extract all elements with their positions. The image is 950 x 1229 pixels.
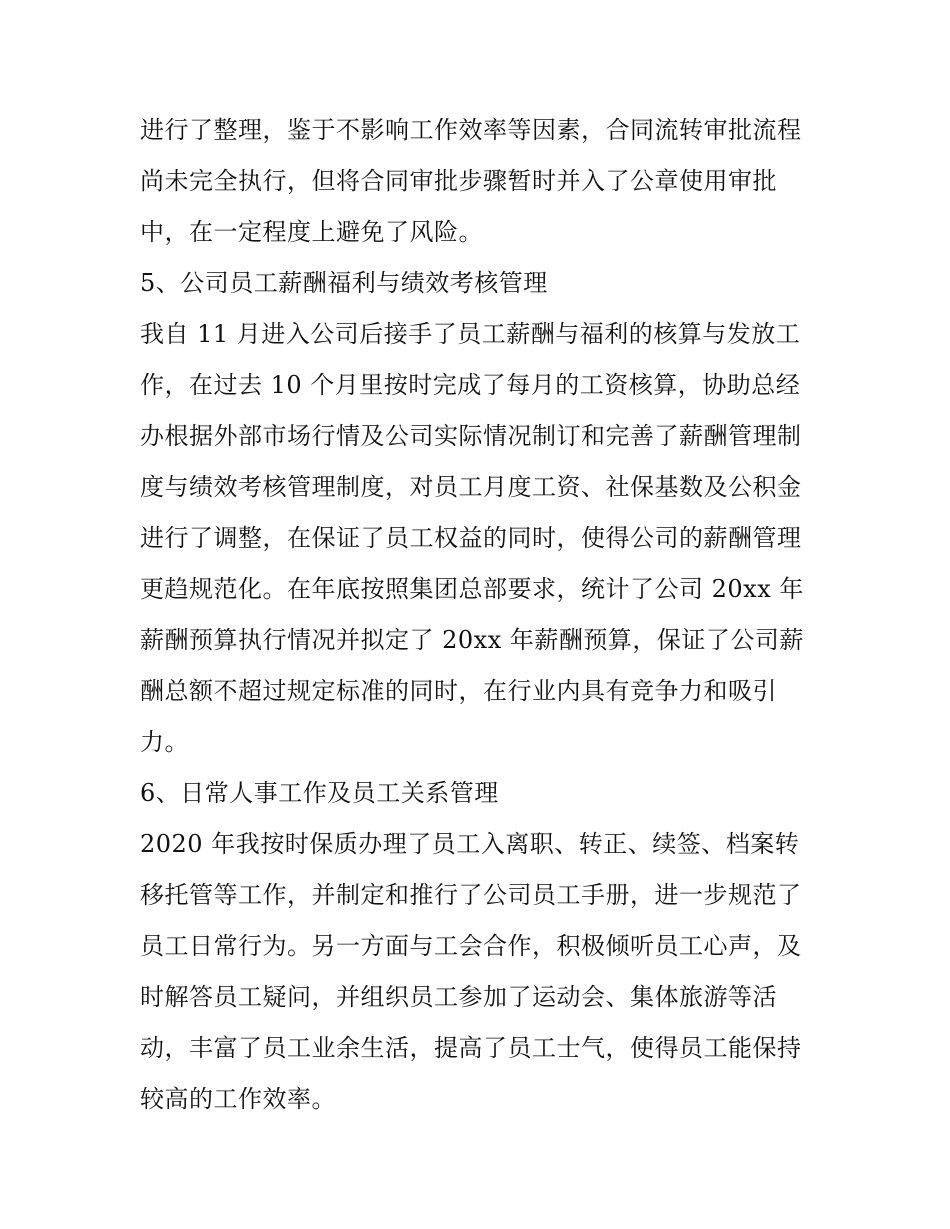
- section-heading: 5、公司员工薪酬福利与绩效考核管理: [140, 269, 548, 297]
- paragraph-line: 尚未完全执行，但将合同审批步骤暂时并入了公章使用审批: [140, 167, 777, 195]
- paragraph-line: 移托管等工作，并制定和推行了公司员工手册，进一步规范了: [140, 881, 802, 909]
- paragraph-line: 作，在过去 10 个月里按时完成了每月的工资核算，协助总经: [140, 371, 801, 399]
- paragraph-line: 进行了调整，在保证了员工权益的同时，使得公司的薪酬管理: [140, 524, 802, 552]
- paragraph-line: 员工日常行为。另一方面与工会合作，积极倾听员工心声，及: [140, 932, 802, 960]
- paragraph-line: 较高的工作效率。: [140, 1085, 336, 1113]
- section-heading: 6、日常人事工作及员工关系管理: [140, 779, 499, 807]
- paragraph-line: 度与绩效考核管理制度，对员工月度工资、社保基数及公积金: [140, 473, 802, 501]
- paragraph-line: 进行了整理，鉴于不影响工作效率等因素，合同流转审批流程: [140, 116, 802, 144]
- paragraph-line: 我自 11 月进入公司后接手了员工薪酬与福利的核算与发放工: [140, 320, 801, 348]
- paragraph-line: 2020 年我按时保质办理了员工入离职、转正、续签、档案转: [140, 830, 800, 858]
- paragraph-line: 更趋规范化。在年底按照集团总部要求，统计了公司 20xx 年: [140, 575, 804, 603]
- paragraph-line: 薪酬预算执行情况并拟定了 20xx 年薪酬预算，保证了公司薪: [140, 626, 804, 654]
- paragraph-line: 时解答员工疑问，并组织员工参加了运动会、集体旅游等活: [140, 983, 777, 1011]
- paragraph-line: 酬总额不超过规定标准的同时，在行业内具有竞争力和吸引: [140, 677, 777, 705]
- document-body: [140, 105, 820, 1125]
- paragraph-line: 办根据外部市场行情及公司实际情况制订和完善了薪酬管理制: [140, 422, 802, 450]
- paragraph-line: 动，丰富了员工业余生活，提高了员工士气，使得员工能保持: [140, 1034, 802, 1062]
- paragraph-line: 力。: [140, 728, 189, 756]
- paragraph-line: 中，在一定程度上避免了风险。: [140, 218, 483, 246]
